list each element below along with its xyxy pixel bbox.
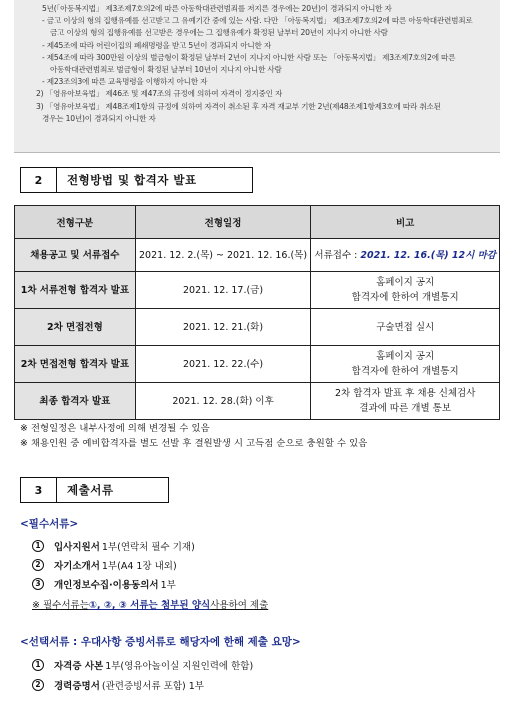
stage-text: 1차 서류전형 합격자 발표 — [20, 284, 130, 296]
qual-line: - 금고 이상의 형의 집행유예를 선고받고 그 유예기간 중에 있는 사람. 다만 「아동복지법」 제3조제7호의2에 따른 아동학대관련범죄로 — [42, 16, 473, 26]
stage-cell — [15, 346, 136, 383]
circled-number: 1 — [32, 540, 44, 552]
circled-number: 2 — [32, 559, 44, 571]
table-row — [15, 346, 500, 383]
section-title: 제출서류 — [57, 477, 169, 503]
disqualification-box — [14, 0, 500, 153]
schedule-cell: 2021. 12. 22.(수) — [135, 346, 311, 383]
document-name: 입사지원서 — [54, 542, 100, 553]
schedule-cell: 2021. 12. 28.(화) 이후 — [135, 383, 311, 420]
qual-line: 아동학대관련범죄로 벌금형이 확정된 날부터 10년이 지나지 아니한 사람 — [50, 65, 282, 75]
note-text: 합격자에 한하여 개별통지 — [351, 292, 459, 303]
document-name: 자격증 사본 — [54, 661, 104, 672]
table-row — [15, 239, 500, 272]
document-detail: 1부(연락처 필수 기재) — [101, 542, 195, 553]
note-cell — [311, 272, 500, 309]
circled-number: 3 — [32, 578, 44, 590]
qual-line: 3) 「영유아보육법」 제48조제1항의 규정에 의하여 자격이 취소된 후 자격 재교부 기한 2년(제48조제1항제3호에 따라 취소된 — [36, 101, 441, 111]
note-text: 홈페이지 공지 — [376, 351, 435, 362]
document-name: 개인정보수집·이용동의서 — [54, 580, 159, 591]
section-3-heading — [20, 477, 169, 503]
stage-cell — [15, 272, 136, 309]
qual-line: - 제23조의3에 따른 교육명령을 이행하지 아니한 자 — [42, 77, 208, 87]
note-suffix: 사용하여 제출 — [210, 600, 269, 611]
table-header-row — [15, 206, 500, 239]
section-2-heading — [20, 167, 253, 193]
note-cell — [311, 383, 500, 420]
schedule-cell: 2021. 12. 21.(화) — [135, 309, 311, 346]
section-title: 전형방법 및 합격자 발표 — [57, 167, 253, 193]
circled-number: 2 — [32, 679, 44, 691]
schedule-note: ※ 채용인원 중 예비합격자를 별도 선발 후 결원발생 시 고득점 순으로 충원할 수 있음 — [20, 438, 368, 449]
note-cell: 구술면접 실시 — [311, 309, 500, 346]
document-detail: (관련증빙서류 포함) 1부 — [101, 681, 204, 692]
column-header: 전형구분 — [15, 206, 136, 239]
section-number: 2 — [20, 167, 57, 193]
note-prefix: ※ 필수서류는 — [32, 600, 89, 611]
document-detail: 1부(A4 1장 내외) — [101, 561, 177, 572]
stage-cell: 2차 면접전형 — [15, 309, 136, 346]
required-note — [32, 597, 268, 611]
qual-line: 2) 「영유아보육법」 제46조 및 제47조의 규정에 의하여 자격이 정지중인 자 — [36, 89, 283, 99]
optional-item — [32, 658, 253, 672]
stage-text: 2차 면접전형 합격자 발표 — [20, 358, 130, 370]
qual-line: 경우는 10년)이 경과되지 아니한 자 — [42, 113, 156, 123]
document-detail: 1부 — [160, 580, 176, 591]
document-name: 경력증명서 — [54, 681, 100, 692]
qual-line: 5년(「아동복지법」 제3조제7호의2에 따른 아동학대관련범죄를 저지른 경우에는 20년)이 경과되지 아니한 자 — [42, 4, 392, 13]
schedule-cell: 2021. 12. 17.(금) — [135, 272, 311, 309]
note-text: 2차 합격자 발표 후 채용 신체검사 — [334, 388, 476, 399]
qual-line: - 제54조에 따라 300만원 이상의 벌금형이 확정된 날부터 2년이 지나지 아니한 사람 또는 「아동복지법」 제3조제7호의2에 따른 — [42, 52, 456, 62]
qual-line: 금고 이상의 형의 집행유예를 선고받은 경우에는 그 집행유예가 확정된 날부터 20년이 지나지 아니한 사람 — [50, 28, 388, 38]
note-emphasis: ①, ②, ③ 서류는 첨부된 양식 — [88, 600, 211, 611]
schedule-table — [14, 205, 500, 420]
required-item — [32, 558, 177, 572]
note-text: 홈페이지 공지 — [376, 277, 435, 288]
note-cell — [311, 346, 500, 383]
table-row — [15, 309, 500, 346]
document-detail: 1부(영유아놀이실 지원인력에 한함) — [105, 661, 254, 672]
required-item — [32, 577, 176, 591]
optional-heading: <선택서류 : 우대사항 증빙서류로 해당자에 한해 제출 요망> — [20, 636, 301, 648]
section-number: 3 — [20, 477, 57, 503]
circled-number: 1 — [32, 659, 44, 671]
required-item — [32, 539, 195, 553]
schedule-cell: 2021. 12. 2.(목) ~ 2021. 12. 16.(목) — [135, 239, 311, 272]
column-header: 비고 — [311, 206, 500, 239]
document-name: 자기소개서 — [54, 561, 100, 572]
required-heading: <필수서류> — [20, 518, 79, 530]
note-text: 서류접수 : — [314, 249, 361, 261]
stage-cell: 채용공고 및 서류접수 — [15, 239, 136, 272]
optional-item — [32, 678, 204, 692]
stage-cell: 최종 합격자 발표 — [15, 383, 136, 420]
note-text: 합격자에 한하여 개별통지 — [351, 366, 459, 377]
note-cell — [311, 239, 500, 272]
schedule-note: ※ 전형일정은 내부사정에 의해 변경될 수 있음 — [20, 423, 210, 434]
qual-line: - 제45조에 따라 어린이집의 폐쇄명령을 받고 5년이 경과되지 아니한 자 — [42, 40, 272, 50]
deadline-text: 2021. 12. 16.(목) 12시 마감 — [360, 249, 496, 261]
table-row — [15, 272, 500, 309]
note-text: 결과에 따른 개별 통보 — [359, 403, 451, 414]
table-row — [15, 383, 500, 420]
column-header: 전형일정 — [135, 206, 311, 239]
